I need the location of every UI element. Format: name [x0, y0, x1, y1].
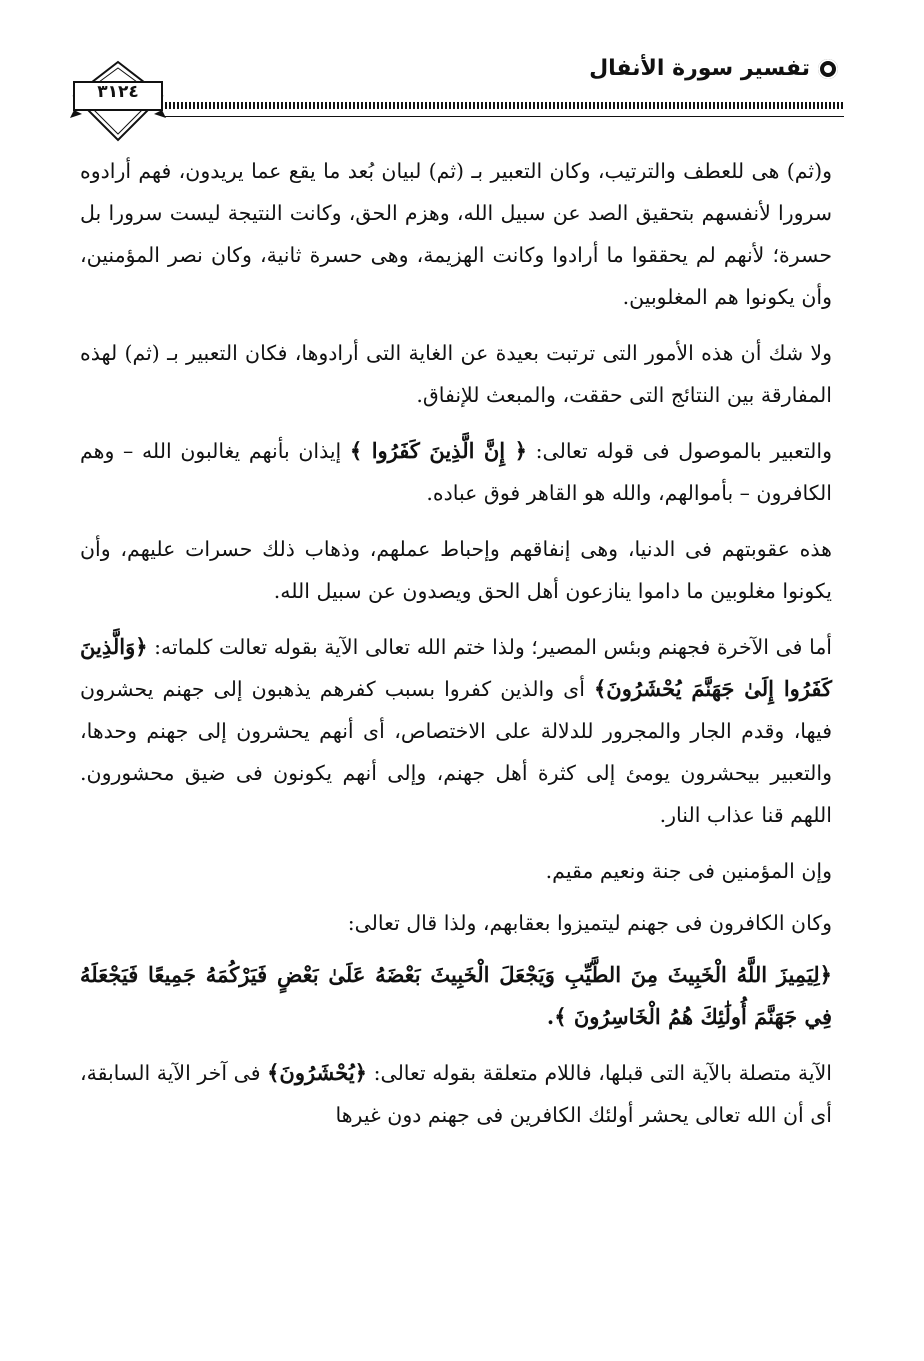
- paragraph-1: [80, 150, 832, 318]
- paragraph-text-before: الآية متصلة بالآية التى قبلها، فاللام متعلقة بقوله تعالى:: [367, 1061, 832, 1085]
- paragraph-9: [80, 1052, 832, 1136]
- quran-verse: ﴿لِيَمِيزَ اللَّهُ الْخَبِيثَ مِنَ الطَّيِّبِ وَيَجْعَلَ الْخَبِيثَ بَعْضَهُ عَلَىٰ بَعْضٍ فَيَرْكُمَهُ جَمِيعًا فَيَجْعَلَهُ فِي جَهَنَّمَ أُولَٰئِكَ هُمُ الْخَاسِرُونَ ﴾: [80, 962, 832, 1029]
- paragraph-text: و(ثم) هى للعطف والترتيب، وكان التعبير بـ (ثم) لبيان بُعد ما يقع عما يريدون، فهم أرادوه سرورا لأنفسهم بتحقيق الصد عن سبيل الله، وهزم الحق، وكانت النتيجة ليست سرورا بل حسرة؛ لأنهم لم يحققوا ما أرادوا وكانت الهزيمة، وهى حسرة ثانية، وكان نصر المؤمنين، وأن يكونوا هم المغلوبين.: [80, 159, 832, 309]
- paragraph-2: [80, 332, 832, 416]
- ornament-icon: [818, 59, 838, 79]
- quran-verse: ﴿ إِنَّ الَّذِينَ كَفَرُوا ﴾: [349, 438, 527, 463]
- paragraph-text-after: إيذان بأنهم يغالبون الله – وهم الكافرون – بأموالهم، والله هو القاهر فوق عباده.: [80, 439, 832, 505]
- paragraph-5: [80, 626, 832, 836]
- surah-title-text: تفسير سورة الأنفال: [589, 56, 810, 81]
- page-body: [80, 150, 832, 1150]
- running-title: [589, 56, 838, 81]
- paragraph-text-after: .: [546, 1004, 555, 1029]
- paragraph-text: وكان الكافرون فى جهنم ليتميزوا بعقابهم، ولذا قال تعالى:: [347, 911, 832, 935]
- header-rule-thin: [165, 116, 844, 117]
- quran-verse: ﴿وَالَّذِينَ كَفَرُوا إِلَىٰ جَهَنَّمَ يُحْشَرُونَ﴾: [80, 634, 832, 701]
- paragraph-8: [80, 954, 832, 1038]
- header-rule: [165, 102, 844, 109]
- quran-verse: ﴿يُحْشَرُونَ﴾: [267, 1060, 367, 1085]
- paragraph-text: ولا شك أن هذه الأمور التى ترتبت بعيدة عن الغاية التى أرادوها، فكان التعبير بـ (ثم) لهذه المفارقة بين النتائج التى حققت، والمبعث للإنفاق.: [80, 341, 832, 407]
- paragraph-6: [80, 850, 832, 892]
- page-number: ٣١٢٤: [97, 82, 139, 102]
- page-header: [70, 40, 850, 140]
- paragraph-text-after: فى آخر الآية السابقة، أى أن الله تعالى يحشر أولئك الكافرين فى جهنم دون غيرها: [80, 1061, 832, 1127]
- paragraph-text-before: والتعبير بالموصول فى قوله تعالى:: [526, 439, 832, 463]
- page-number-badge: [70, 60, 166, 140]
- paragraph-text-after: أى والذين كفروا بسبب كفرهم يذهبون إلى جهنم يحشرون فيها، وقدم الجار والمجرور للدلالة على الاختصاص، أى أنهم يحشرون إلى جهنم وحدها، والتعبير بيحشرون يومئ إلى كثرة أهل جهنم، وإلى أنهم يكونون فى ضيق محشورون. اللهم قنا عذاب النار.: [80, 677, 832, 827]
- paragraph-text-before: أما فى الآخرة فجهنم وبئس المصير؛ ولذا ختم الله تعالى الآية بقوله تعالت كلماته:: [147, 635, 832, 659]
- paragraph-text: وإن المؤمنين فى جنة ونعيم مقيم.: [545, 859, 832, 883]
- paragraph-4: [80, 528, 832, 612]
- paragraph-7: [80, 902, 832, 944]
- paragraph-text: هذه عقوبتهم فى الدنيا، وهى إنفاقهم وإحباط عملهم، وذهاب ذلك حسرات عليهم، وأن يكونوا مغلوبين ما داموا ينازعون أهل الحق ويصدون عن سبيل الله.: [80, 537, 832, 603]
- paragraph-3: [80, 430, 832, 514]
